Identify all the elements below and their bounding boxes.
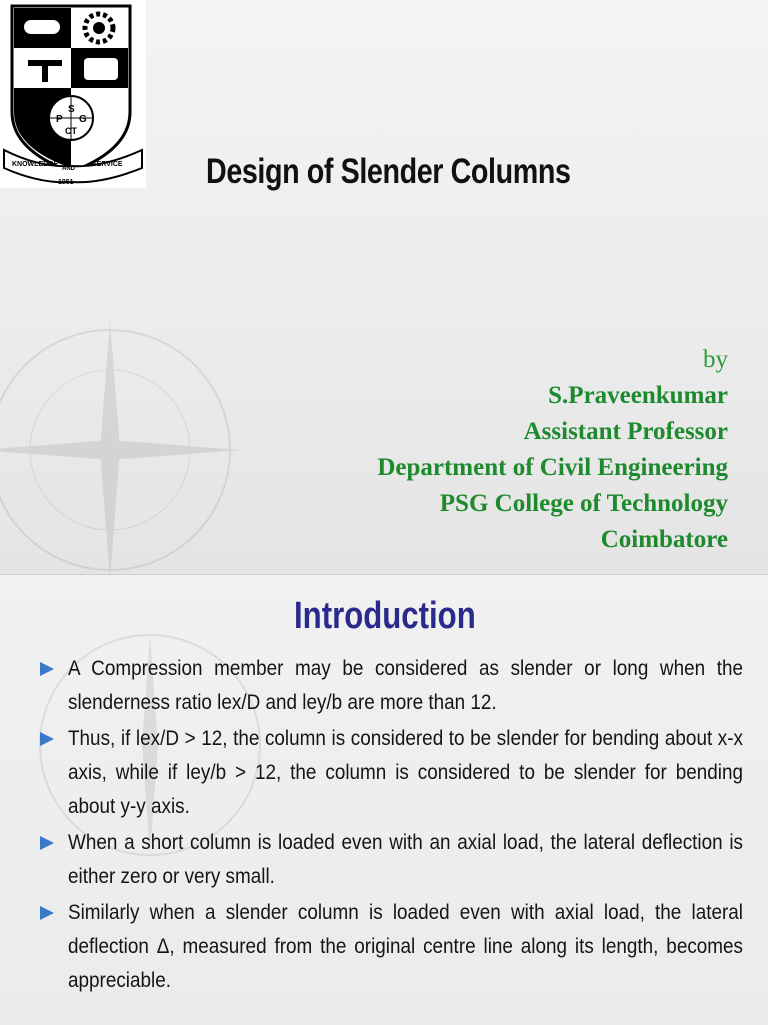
svg-text:S: S <box>68 104 75 115</box>
college-logo <box>0 0 146 188</box>
bullet-arrow-icon <box>40 662 54 676</box>
svg-text:AND: AND <box>62 166 75 172</box>
bullet-text: When a short column is loaded even with an axial load, the lateral deflection is either zero or very small. <box>68 831 743 888</box>
svg-text:KNOWLEDGE: KNOWLEDGE <box>12 161 59 168</box>
slide-title: Introduction <box>294 595 476 637</box>
compass-watermark <box>0 300 260 574</box>
author-department: Department of Civil Engineering <box>377 454 728 481</box>
author-city: Coimbatore <box>600 526 728 553</box>
slide-title: Design of Slender Columns <box>206 152 571 191</box>
bullet-text: A Compression member may be considered as slender or long when the slenderness ratio lex/D and ley/b are more than 12. <box>68 657 743 714</box>
bullet-list <box>40 652 742 1000</box>
bullet-arrow-icon <box>40 732 54 746</box>
bullet-item <box>40 896 742 998</box>
bullet-item <box>40 722 742 824</box>
bullet-text: Similarly when a slender column is loaded even with axial load, the lateral deflection Δ, measured from the original centre line along its length, becomes appreciable. <box>68 901 743 992</box>
author-college: PSG College of Technology <box>439 490 728 517</box>
author-by: by <box>703 346 728 373</box>
svg-text:1951: 1951 <box>58 179 74 186</box>
svg-text:G: G <box>79 114 87 125</box>
bullet-item <box>40 826 742 894</box>
author-name: S.Praveenkumar <box>548 382 728 409</box>
bullet-arrow-icon <box>40 836 54 850</box>
svg-text:P: P <box>56 114 63 125</box>
author-block <box>377 342 728 558</box>
svg-text:SERVICE: SERVICE <box>92 161 123 168</box>
bullet-arrow-icon <box>40 906 54 920</box>
author-position: Assistant Professor <box>523 418 728 445</box>
bullet-item <box>40 652 742 720</box>
bullet-text: Thus, if lex/D > 12, the column is considered to be slender for bending about x-x axis, while if ley/b > 12, the column is considered to be slender for bending about y-y axis. <box>68 727 743 818</box>
college-crest-icon <box>0 0 146 188</box>
svg-text:CT: CT <box>65 126 77 136</box>
